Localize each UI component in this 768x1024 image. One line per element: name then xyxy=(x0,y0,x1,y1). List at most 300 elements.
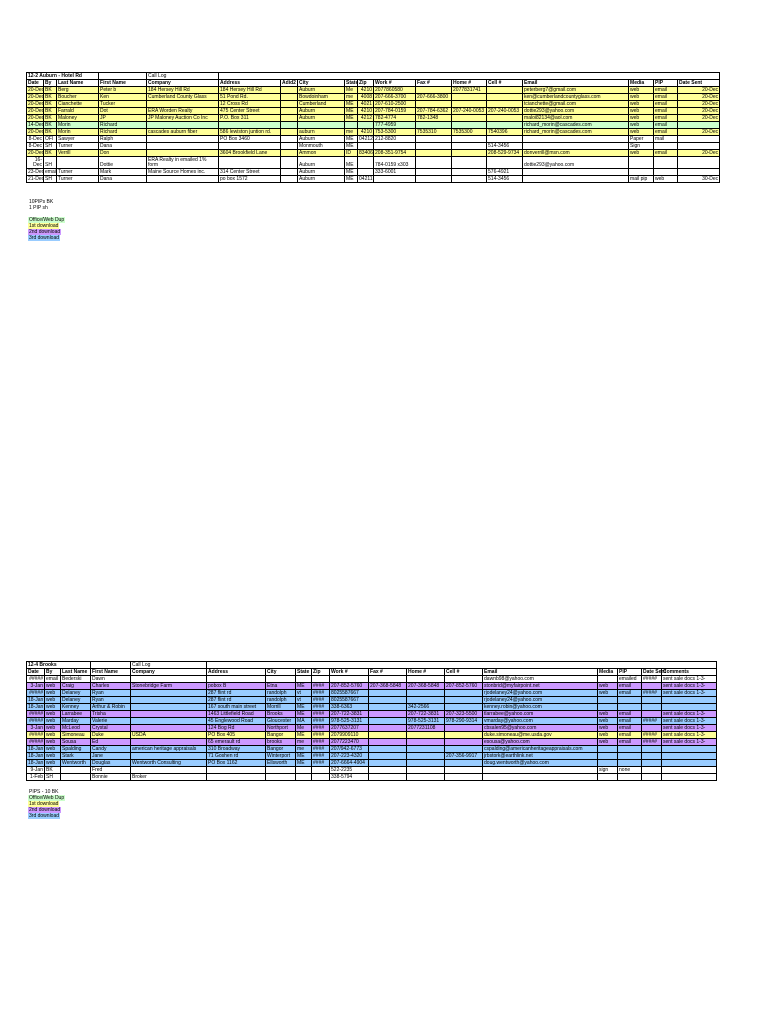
cell: 20-Dec xyxy=(28,87,45,93)
cell: 167 south main street xyxy=(207,704,266,711)
cell xyxy=(407,739,445,746)
cell xyxy=(219,157,281,169)
cell: #### xyxy=(312,746,330,753)
cell xyxy=(629,169,654,176)
cell xyxy=(147,122,219,129)
cell: web xyxy=(598,690,618,697)
cell: 3604 Brookfield Lane xyxy=(219,150,281,157)
cell xyxy=(298,122,345,129)
cell: Work # xyxy=(374,80,416,87)
cell: Auburn xyxy=(298,157,345,169)
cell: Home # xyxy=(407,669,445,676)
cell: web xyxy=(598,718,618,725)
cell xyxy=(369,753,407,760)
legend-item: Office/Web Dup xyxy=(29,795,65,801)
cell: 3-Jan xyxy=(27,683,45,690)
cell xyxy=(369,774,407,781)
cell: Brooks xyxy=(266,711,296,718)
cell: SH xyxy=(44,157,57,169)
cell: 782-4774 xyxy=(374,115,416,122)
cell: Bonnie xyxy=(91,774,131,781)
cell xyxy=(407,767,445,774)
cell: JP Maloney Auction Co Inc xyxy=(147,115,219,122)
cell: Mark xyxy=(99,169,147,176)
cell xyxy=(598,774,618,781)
cell xyxy=(452,101,487,108)
cell: Fax # xyxy=(369,669,407,676)
cell xyxy=(281,157,298,169)
cell: Ken xyxy=(99,94,147,101)
table-row xyxy=(27,101,720,108)
cell: ##### xyxy=(27,718,45,725)
cell xyxy=(452,115,487,122)
cell xyxy=(598,760,618,767)
cell: Company xyxy=(131,669,207,676)
cell: 782-1348 xyxy=(416,115,452,122)
cell xyxy=(312,676,330,683)
cell: 207-610-2500 xyxy=(374,101,416,108)
table-row xyxy=(27,115,720,122)
cell: 20-Dec xyxy=(678,94,720,101)
cell: Date xyxy=(27,669,45,676)
cell: email xyxy=(618,711,642,718)
cell: 21-Dec xyxy=(28,176,45,182)
cell: 342-2566 xyxy=(407,704,445,711)
cell: Cumberland County Glass xyxy=(147,94,219,101)
cell: 83406 xyxy=(359,150,373,156)
cell: cspalding@americanheritageappraisals.com xyxy=(483,746,598,753)
cell: Farrald xyxy=(57,108,99,115)
cell: Dana xyxy=(99,143,147,150)
cell xyxy=(416,122,452,129)
cell: ME xyxy=(296,732,312,739)
cell: pobox B xyxy=(207,683,266,690)
sheet2-notes xyxy=(28,789,65,819)
cell: email xyxy=(654,115,678,122)
cell: Trisha xyxy=(91,711,131,718)
header-row xyxy=(27,80,720,87)
cell: web xyxy=(629,150,654,157)
cell xyxy=(281,176,298,183)
cell: #### xyxy=(312,683,330,690)
cell xyxy=(369,732,407,739)
table-row xyxy=(27,136,720,143)
cell: 20-Dec xyxy=(678,101,720,108)
cell: email xyxy=(654,129,678,136)
cell xyxy=(445,676,483,683)
cell: Turner xyxy=(57,176,99,183)
cell xyxy=(131,704,207,711)
cell: 207-852-5760 xyxy=(445,683,483,690)
cell: 18-Jan xyxy=(28,697,44,703)
cell xyxy=(207,774,266,781)
cell: Ammon xyxy=(298,150,345,157)
cell: 514-3456 xyxy=(487,143,523,150)
cell: PIP xyxy=(654,80,678,87)
cell: vt xyxy=(296,690,312,697)
cell: sent sale docs 1-3- xyxy=(662,690,717,697)
cell: Kenney xyxy=(61,704,91,711)
cell xyxy=(131,697,207,704)
cell: ME xyxy=(296,704,312,711)
cell: Media xyxy=(598,669,618,676)
cell xyxy=(281,94,298,101)
cell: 4021 xyxy=(358,101,374,108)
cell xyxy=(618,704,642,711)
cell: Zip xyxy=(312,669,330,676)
cell: Call Log xyxy=(147,73,219,80)
cell: web xyxy=(598,725,618,732)
cell xyxy=(487,157,523,169)
cell: me xyxy=(345,129,358,136)
cell: 207-368-5848 xyxy=(369,683,407,690)
cell xyxy=(483,774,598,781)
cell: 20-Dec xyxy=(678,150,720,157)
cell xyxy=(445,767,483,774)
cell xyxy=(642,753,662,760)
cell: Richard xyxy=(99,129,147,136)
cell: web xyxy=(629,101,654,108)
cell xyxy=(678,136,720,143)
cell: web xyxy=(629,122,654,129)
cell xyxy=(445,690,483,697)
cell: 207-784-0159 xyxy=(374,108,416,115)
cell: BK xyxy=(44,122,57,129)
cell: BK xyxy=(44,94,57,101)
cell xyxy=(445,760,483,767)
cell xyxy=(598,697,618,704)
cell: 4008 xyxy=(358,94,374,101)
cell: USDA xyxy=(131,732,207,739)
cell: email xyxy=(654,122,678,129)
cell: randolph xyxy=(266,690,296,697)
cell: Fax # xyxy=(416,80,452,87)
cell: 753-5300 xyxy=(374,129,416,136)
cell: Bowdoinham xyxy=(298,94,345,101)
cell: ##### xyxy=(642,739,662,746)
cell: Ryan xyxy=(91,697,131,704)
cell: 287 flint rd xyxy=(207,697,266,704)
table-row xyxy=(27,704,717,711)
cell xyxy=(618,746,642,753)
cell xyxy=(147,136,219,143)
cell: Larrabee xyxy=(61,711,91,718)
cell xyxy=(654,169,678,176)
cell: Boucher xyxy=(57,94,99,101)
cell: Cianchette xyxy=(57,101,99,108)
cell: stonbrid@myfairpoint.net xyxy=(483,683,598,690)
cell xyxy=(445,697,483,704)
cell: 207-784-6362 xyxy=(416,108,452,115)
cell: Stark xyxy=(61,753,91,760)
cell: #### xyxy=(312,718,330,725)
cell xyxy=(598,746,618,753)
cell xyxy=(312,767,330,774)
cell: Last Name xyxy=(61,669,91,676)
cell xyxy=(407,753,445,760)
cell: 522-2235 xyxy=(330,767,369,774)
cell: 18-Jan xyxy=(28,760,44,766)
cell xyxy=(369,676,407,683)
cell: 4212 xyxy=(358,115,374,122)
cell xyxy=(445,732,483,739)
cell: Me xyxy=(345,87,358,94)
cell: #### xyxy=(312,725,330,732)
cell: kenney.robin@yahoo.com xyxy=(483,704,598,711)
cell xyxy=(445,704,483,711)
cell: #### xyxy=(312,739,330,746)
cell: #### xyxy=(312,753,330,760)
cell xyxy=(281,122,298,129)
cell: 207-240-0053 xyxy=(487,108,523,115)
cell xyxy=(407,697,445,704)
cell: Jane xyxy=(91,753,131,760)
cell: ME xyxy=(296,753,312,760)
cell: Don xyxy=(99,150,147,157)
title-row xyxy=(27,73,720,80)
cell: Dot xyxy=(99,108,147,115)
cell: 4210 xyxy=(358,108,374,115)
cell xyxy=(618,697,642,704)
sheet1-notes xyxy=(28,199,65,241)
cell: 12-2 Auburn - Hotel Rd xyxy=(27,73,99,80)
cell xyxy=(523,143,629,150)
cell xyxy=(219,143,281,150)
cell: Wentworth Consulting xyxy=(131,760,207,767)
cell: ##### xyxy=(27,676,45,683)
table-row xyxy=(27,150,720,157)
cell: sent sale docs 1-3- xyxy=(662,676,717,683)
cell: email xyxy=(618,718,642,725)
cell xyxy=(523,176,629,183)
cell xyxy=(416,143,452,150)
cell: SH xyxy=(44,176,57,183)
cell: 207-666-3700 xyxy=(374,94,416,101)
cell: 8-Dec xyxy=(27,136,44,143)
cell xyxy=(407,746,445,753)
cell: Paper xyxy=(629,136,654,143)
cell: email xyxy=(654,108,678,115)
cell: web xyxy=(654,176,678,183)
cell: dottie293@yahoo.com xyxy=(523,157,629,169)
cell xyxy=(642,725,662,732)
cell: Douglas xyxy=(91,760,131,767)
cell: 04211 xyxy=(359,176,373,182)
table-row xyxy=(27,760,717,767)
cell: web xyxy=(45,718,61,725)
cell: 65 emerault rd xyxy=(207,739,266,746)
cell: web xyxy=(598,711,618,718)
cell xyxy=(266,676,296,683)
cell xyxy=(662,767,717,774)
cell: 475 Center Street xyxy=(219,108,281,115)
cell xyxy=(642,767,662,774)
cell: 207-6664-4904 xyxy=(330,760,369,767)
cell: P.O. Box 311 xyxy=(219,115,281,122)
table-row xyxy=(27,122,720,129)
cell: 20-Dec xyxy=(28,101,45,107)
cell: Ed xyxy=(91,739,131,746)
cell: 20-Dec xyxy=(28,115,45,121)
cell: richard_morin@cascades.com xyxy=(523,122,629,129)
cell: Wentworth xyxy=(61,760,91,767)
cell: 20-Dec xyxy=(678,87,720,94)
cell: Tucker xyxy=(99,101,147,108)
cell: 45 Englewood Road xyxy=(207,718,266,725)
cell xyxy=(445,739,483,746)
cell: 51 Pond Rd. xyxy=(219,94,281,101)
cell xyxy=(369,760,407,767)
cell: 2079909110 xyxy=(330,732,369,739)
cell: tcianchette@gmail.com xyxy=(523,101,629,108)
cell: 2077223470 xyxy=(330,739,369,746)
cell: #### xyxy=(312,760,330,767)
cell xyxy=(487,101,523,108)
cell: rjodelaney24@yahoo.com xyxy=(483,690,598,697)
cell xyxy=(678,143,720,150)
cell: duke.simoneau@me.usda.gov xyxy=(483,732,598,739)
cell: Turner xyxy=(57,143,99,150)
sheet2-table xyxy=(26,661,717,781)
cell: web xyxy=(629,108,654,115)
cell xyxy=(99,73,147,80)
note-text: PIPS - 10 BK xyxy=(29,789,59,795)
cell: auburn xyxy=(298,129,345,136)
cell xyxy=(281,169,298,176)
table-row xyxy=(27,157,720,169)
cell: City xyxy=(298,80,345,87)
cell xyxy=(207,676,266,683)
cell xyxy=(416,176,452,183)
cell xyxy=(452,150,487,157)
cell: Morin xyxy=(57,129,99,136)
cell: web xyxy=(45,683,61,690)
cell xyxy=(662,704,717,711)
cell xyxy=(369,739,407,746)
cell xyxy=(618,753,642,760)
cell: 20-Dec xyxy=(28,94,45,100)
cell: Etna xyxy=(266,683,296,690)
cell: Dana xyxy=(99,176,147,183)
legend-item: 1st download xyxy=(29,223,59,229)
cell: peterberg7@gmail.com xyxy=(523,87,629,94)
cell: Monmouth xyxy=(298,143,345,150)
table-row xyxy=(27,108,720,115)
cell xyxy=(416,101,452,108)
cell: maloi82134@aol.com xyxy=(523,115,629,122)
cell: none xyxy=(618,767,642,774)
cell: email xyxy=(618,732,642,739)
cell: 338-5794 xyxy=(330,774,369,781)
cell: email xyxy=(654,87,678,94)
cell: Craig xyxy=(61,683,91,690)
cell: randolph xyxy=(266,697,296,704)
cell xyxy=(452,94,487,101)
cell xyxy=(662,774,717,781)
cell: Dottie xyxy=(99,157,147,169)
title-row xyxy=(27,662,717,669)
cell: Company xyxy=(147,80,219,87)
cell: Date xyxy=(27,80,44,87)
cell xyxy=(358,122,374,129)
cell xyxy=(374,176,416,183)
cell: Delaney xyxy=(61,690,91,697)
table-row xyxy=(27,176,720,183)
cell: 20-Dec xyxy=(678,129,720,136)
cell: MA xyxy=(296,718,312,725)
cell xyxy=(131,739,207,746)
cell: Charles xyxy=(91,683,131,690)
cell: 784-0159 x303 xyxy=(374,157,416,169)
cell xyxy=(131,725,207,732)
cell: 4210 xyxy=(358,129,374,136)
cell: american heritage appraisals xyxy=(131,746,207,753)
cell: Cell # xyxy=(487,80,523,87)
cell xyxy=(445,774,483,781)
cell: 9-Jan xyxy=(27,767,45,774)
cell xyxy=(416,136,452,143)
legend-item: 2nd download xyxy=(29,807,61,813)
cell: ken@cumberlandcountyglass.com xyxy=(523,94,629,101)
cell: BK xyxy=(44,87,57,94)
cell: Bangor xyxy=(266,746,296,753)
cell: #### xyxy=(312,711,330,718)
cell: ID xyxy=(345,150,358,157)
cell: ME xyxy=(345,157,358,169)
cell: Email xyxy=(483,669,598,676)
cell xyxy=(219,122,281,129)
cell xyxy=(281,115,298,122)
cell: web xyxy=(629,87,654,94)
cell: ##### xyxy=(27,711,45,718)
cell: 3-Jan xyxy=(27,725,45,732)
cell: #### xyxy=(312,697,330,704)
cell: 20-Dec xyxy=(28,108,45,114)
cell xyxy=(642,711,662,718)
cell: web xyxy=(629,115,654,122)
cell: 207-722-3831 xyxy=(330,711,369,718)
cell: email xyxy=(45,676,61,683)
cell: Auburn xyxy=(298,87,345,94)
cell: web xyxy=(629,94,654,101)
cell: email xyxy=(654,94,678,101)
cell: ##### xyxy=(642,718,662,725)
cell: Candy xyxy=(91,746,131,753)
cell xyxy=(662,753,717,760)
table-row xyxy=(27,753,717,760)
cell: 18-Jan xyxy=(28,704,44,710)
table-row xyxy=(27,697,717,704)
cell xyxy=(219,73,720,80)
cell: #### xyxy=(312,732,330,739)
cell: web xyxy=(45,746,61,753)
cell: PO Box 3460 xyxy=(219,136,281,143)
cell xyxy=(483,767,598,774)
cell: 978-525-3131 xyxy=(407,718,445,725)
cell: 30-Dec xyxy=(678,176,720,183)
cell xyxy=(445,746,483,753)
cell: BK xyxy=(44,108,57,115)
cell: ERA Realty in emailed 1% form xyxy=(147,157,219,169)
cell xyxy=(662,760,717,767)
cell xyxy=(642,774,662,781)
cell: #### xyxy=(312,690,330,697)
cell: web xyxy=(45,760,61,767)
note-text: 10PIPs BK xyxy=(29,199,54,205)
cell xyxy=(416,157,452,169)
cell: Dawn xyxy=(91,676,131,683)
cell xyxy=(642,746,662,753)
